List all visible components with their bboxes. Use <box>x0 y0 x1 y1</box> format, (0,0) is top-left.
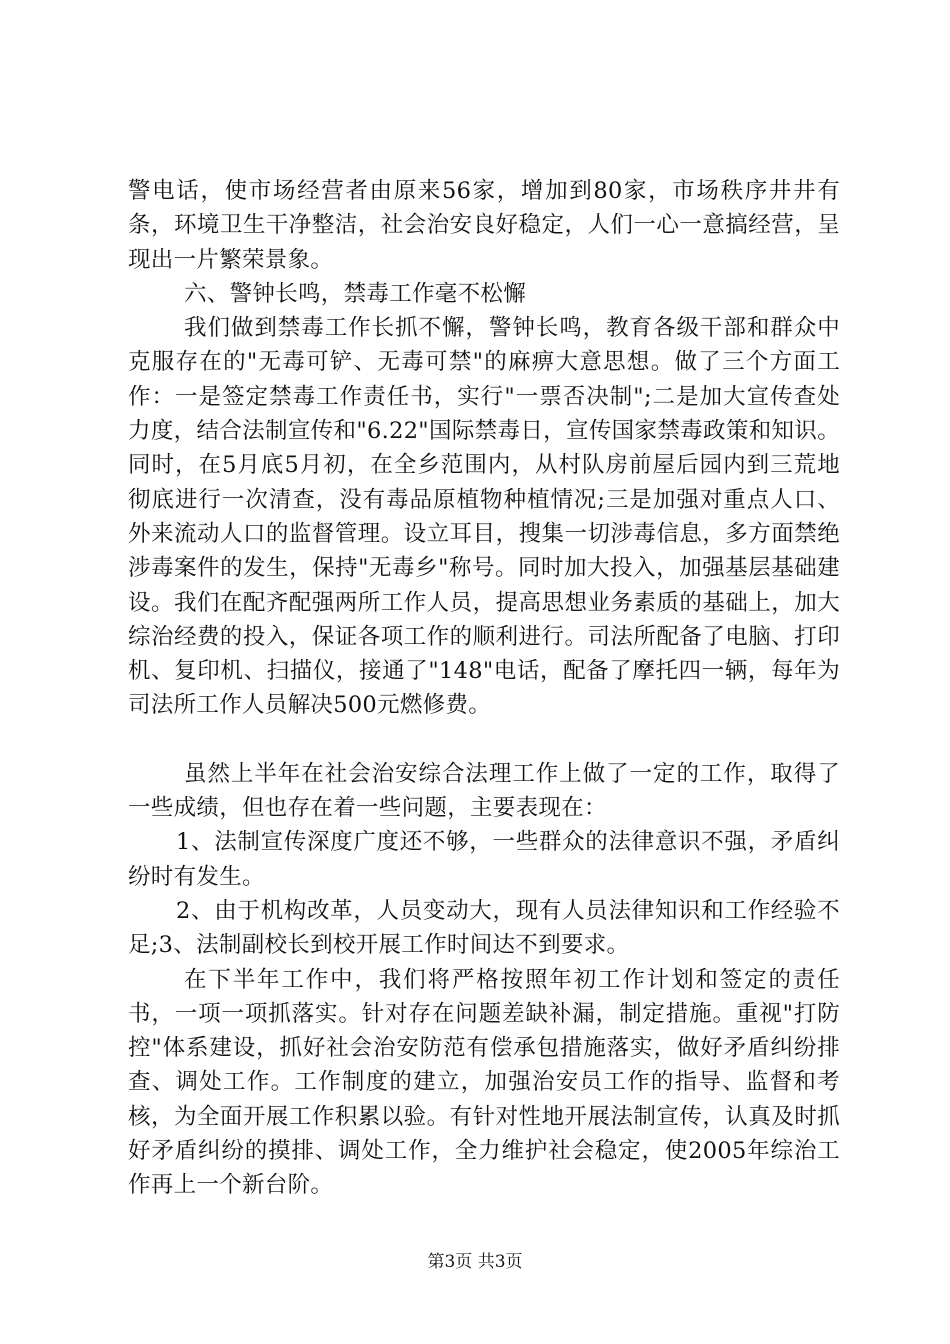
paragraph-problems-intro: 虽然上半年在社会治安综合法理工作上做了一定的工作，取得了一些成绩，但也存在着一些问题，主要表现在： <box>128 760 840 822</box>
paragraph-next-half-plan: 在下半年工作中，我们将严格按照年初工作计划和签定的责任书，一项一项抓落实。针对存在问题差缺补漏，制定措施。重视"打防控"体系建设，抓好社会治安防范有偿承包措施落实，做好矛盾纠纷排查、调处工作。工作制度的建立，加强治安员工作的指导、监督和考核，为全面开展工作积累以验。有针对性地开展法制宣传，认真及时抓好矛盾纠纷的摸排、调处工作，全力维护社会稳定，使2005年综治工作再上一个新台阶。 <box>128 966 840 1199</box>
paragraph-continuation: 警电话，使市场经营者由原来56家，增加到80家，市场秩序井井有条，环境卫生干净整洁，社会治安良好稳定，人们一心一意搞经营，呈现出一片繁荣景象。 <box>128 178 840 273</box>
paragraph-drug-control: 我们做到禁毒工作长抓不懈，警钟长鸣，教育各级干部和群众中克服存在的"无毒可铲、无毒可禁"的麻痹大意思想。做了三个方面工作：一是签定禁毒工作责任书，实行"一票否决制";二是加大宣传查处力度，结合法制宣传和"6.22"国际禁毒日，宣传国家禁毒政策和知识。同时，在5月底5月初，在全乡范围内，从村队房前屋后园内到三荒地彻底进行一次清查，没有毒品原植物种植情况;三是加强对重点人口、外来流动人口的监督管理。设立耳目，搜集一切涉毒信息，多方面禁绝涉毒案件的发生，保持"无毒乡"称号。同时加大投入，加强基层基础建设。我们在配齐配强两所工作人员，提高思想业务素质的基础上，加大综治经费的投入，保证各项工作的顺利进行。司法所配备了电脑、打印机、复印机、扫描仪，接通了"148"电话，配备了摩托四一辆，每年为司法所工作人员解决500元燃修费。 <box>128 315 840 719</box>
problem-item-2: 2、由于机构改革，人员变动大，现有人员法律知识和工作经验不足;3、法制副校长到校开展工作时间达不到要求。 <box>128 897 840 959</box>
document-body <box>128 174 840 1203</box>
problem-item-1: 1、法制宣传深度广度还不够，一些群众的法律意识不强，矛盾纠纷时有发生。 <box>128 829 840 890</box>
page-number-footer: 第3页 共3页 <box>427 1252 523 1272</box>
section-heading: 六、警钟长鸣，禁毒工作毫不松懈 <box>184 280 527 307</box>
